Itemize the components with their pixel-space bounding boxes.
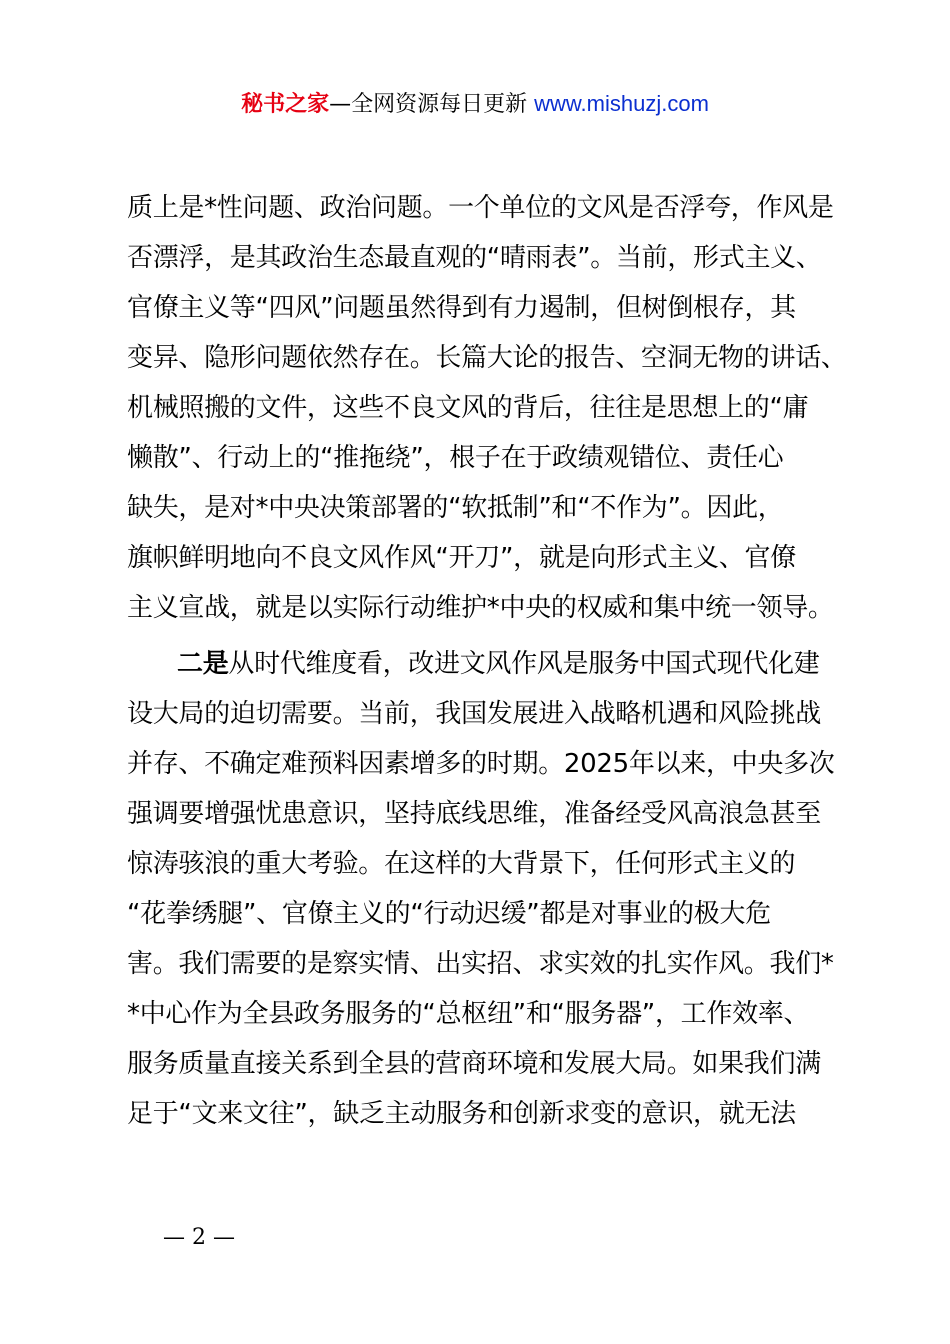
- text-line: *中心作为全县政务服务的“总枢纽”和“服务器”，工作效率、: [127, 999, 810, 1029]
- text-line: 缺失，是对*中央决策部署的“软抵制”和“不作为”。因此，: [127, 493, 784, 523]
- page-number: — 2 —: [163, 1225, 235, 1250]
- text-line: 并存、不确定难预料因素增多的时期。2025年以来，中央多次: [127, 749, 835, 779]
- header-slogan: —全网资源每日更新: [329, 92, 535, 117]
- text-line: 服务质量直接关系到全县的营商环境和发展大局。如果我们满: [127, 1049, 821, 1079]
- text-line: 懒散”、行动上的“推拖绕”，根子在于政绩观错位、责任心: [127, 443, 784, 473]
- paragraph-1: [127, 183, 847, 633]
- text-line: 惊涛骇浪的重大考验。在这样的大背景下，任何形式主义的: [127, 849, 796, 879]
- paragraph-2: [127, 639, 837, 1139]
- text-line: 官僚主义等“四风”问题虽然得到有力遏制，但树倒根存，其: [127, 293, 796, 323]
- document-body: [127, 183, 847, 1139]
- brand-name: 秘书之家: [241, 92, 330, 117]
- text-line: 足于“文来文往”，缺乏主动服务和创新求变的意识，就无法: [127, 1099, 796, 1129]
- text-line: 设大局的迫切需要。当前，我国发展进入战略机遇和风险挑战: [127, 699, 821, 729]
- first-line-text: 从时代维度看，改进文风作风是服务中国式现代化建: [228, 649, 820, 679]
- text-line: 变异、隐形问题依然存在。长篇大论的报告、空洞无物的讲话、: [127, 343, 847, 373]
- text-line: “花拳绣腿”、官僚主义的“行动迟缓”都是对事业的极大危: [127, 899, 771, 929]
- paragraph-lead: 二是: [177, 649, 229, 679]
- text-line: 害。我们需要的是察实情、出实招、求实效的扎实作风。我们*: [127, 949, 834, 979]
- text-line: 主义宣战，就是以实际行动维护*中央的权威和集中统一领导。: [127, 593, 834, 623]
- page-header: [0, 88, 950, 121]
- text-line: 否漂浮，是其政治生态最直观的“晴雨表”。当前，形式主义、: [127, 243, 822, 273]
- header-url-link[interactable]: www.mishuzj.com: [534, 91, 709, 116]
- text-line-first: [127, 639, 837, 689]
- text-line: 机械照搬的文件，这些不良文风的背后，往往是思想上的“庸: [127, 393, 809, 423]
- text-line: 质上是*性问题、政治问题。一个单位的文风是否浮夸，作风是: [127, 193, 834, 223]
- text-line: 旗帜鲜明地向不良文风作风“开刀”，就是向形式主义、官僚: [127, 543, 796, 573]
- text-line: 强调要增强忧患意识，坚持底线思维，准备经受风高浪急甚至: [127, 799, 821, 829]
